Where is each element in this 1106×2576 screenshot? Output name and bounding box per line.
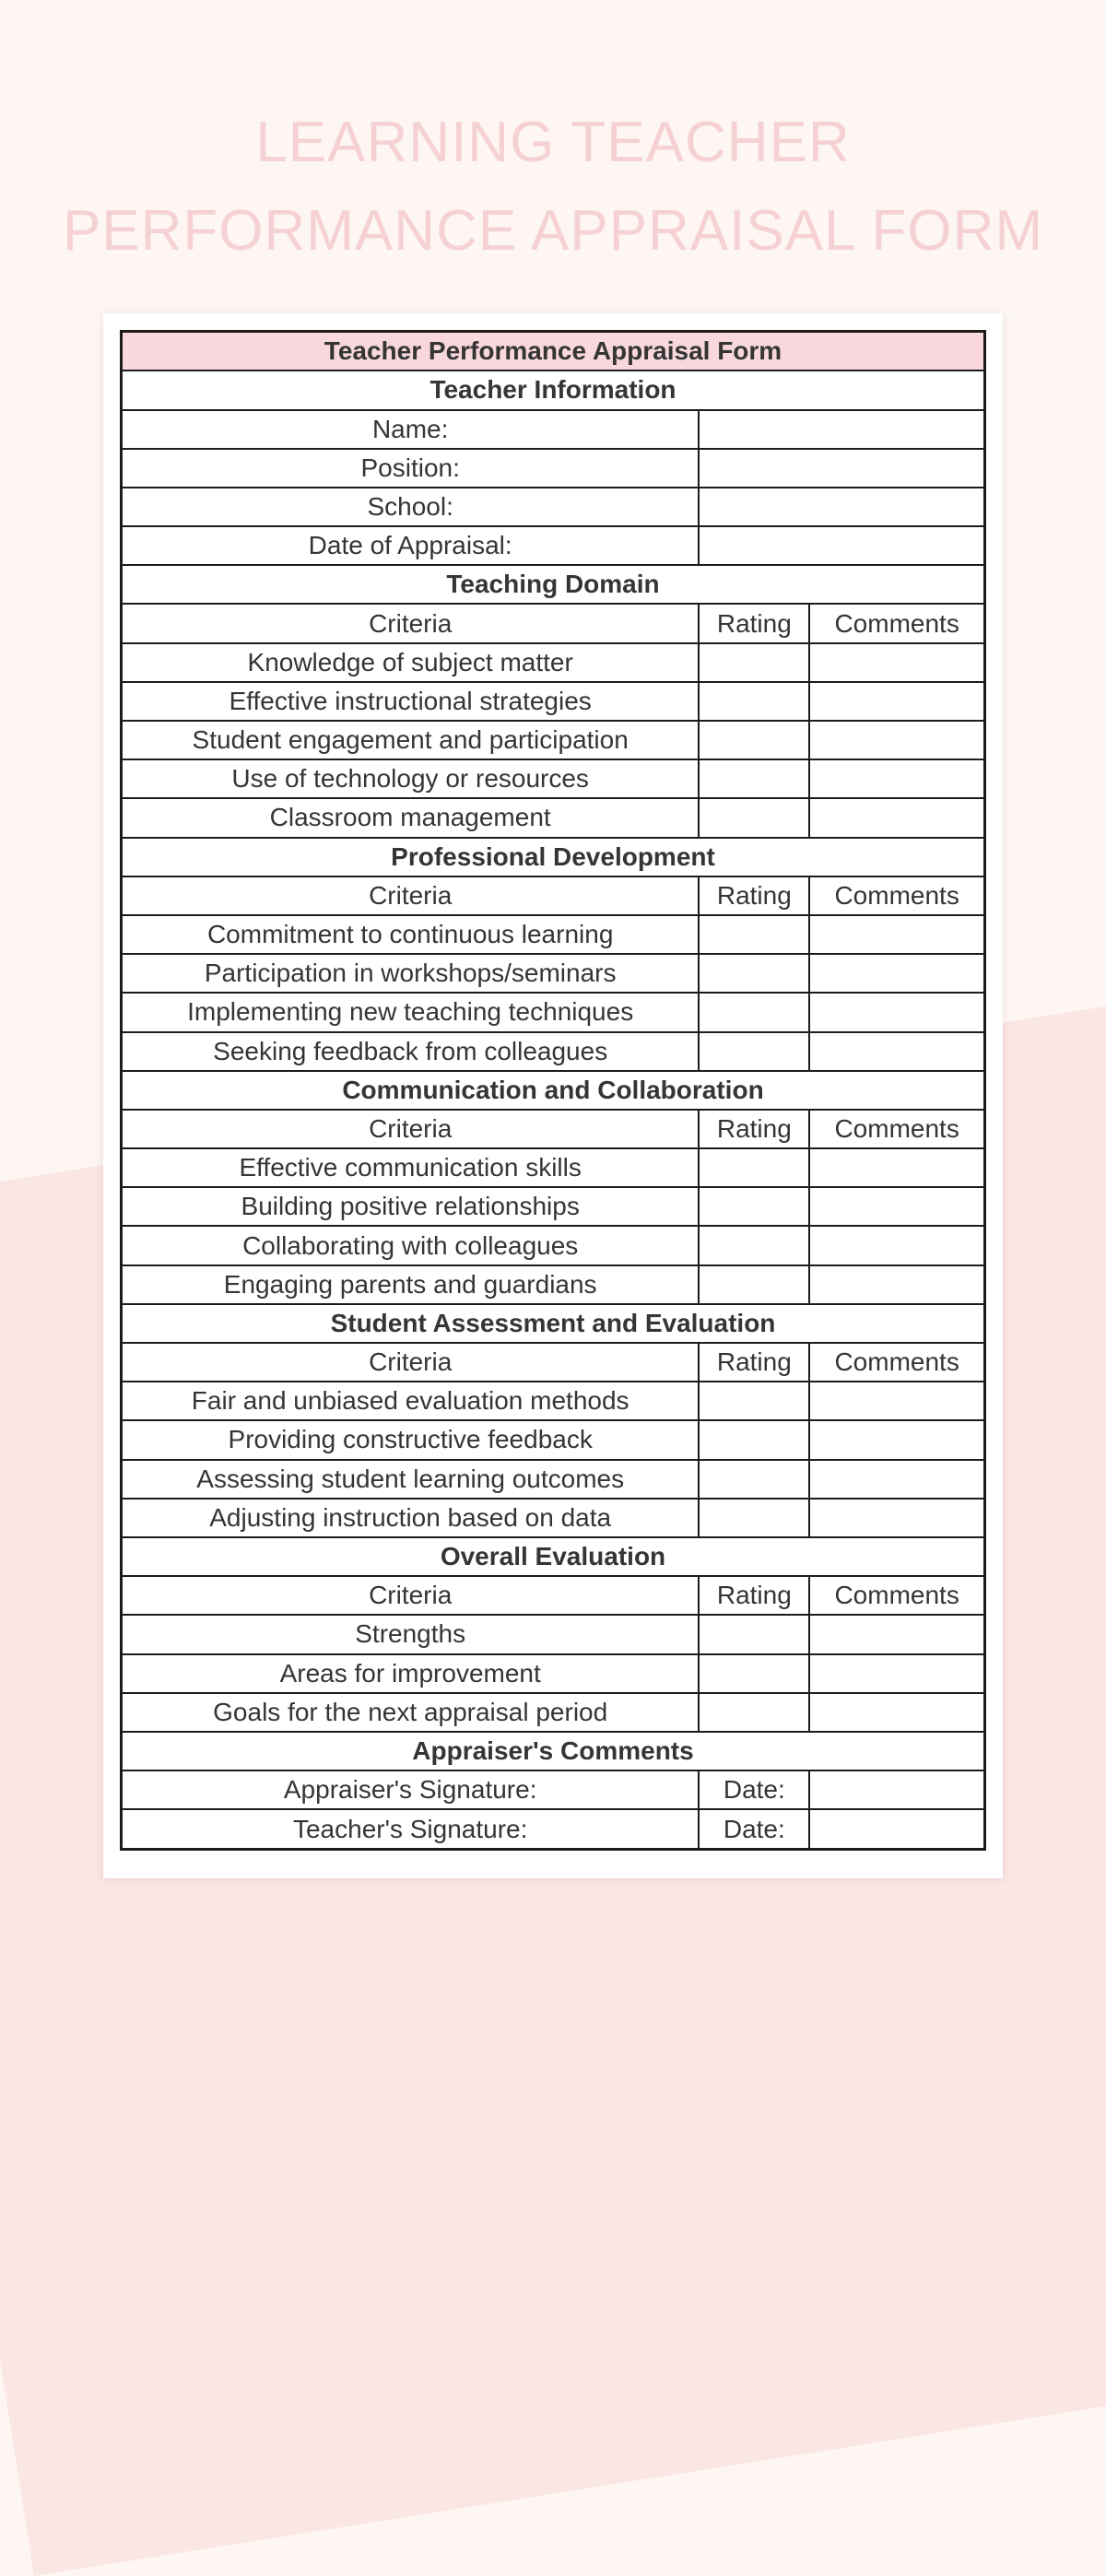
- rating-cell[interactable]: [699, 1654, 809, 1693]
- page-title: [0, 99, 1106, 276]
- table-row: [122, 604, 985, 642]
- appraiser-date-value[interactable]: [809, 1770, 984, 1809]
- criteria-label: Fair and unbiased evaluation methods: [122, 1382, 700, 1420]
- column-header-rating: Rating: [699, 1576, 809, 1615]
- rating-cell[interactable]: [699, 1226, 809, 1264]
- field-label-date-of-appraisal: Date of Appraisal:: [122, 526, 700, 565]
- field-label-position: Position:: [122, 449, 700, 488]
- rating-cell[interactable]: [699, 759, 809, 798]
- page-title-line2: PERFORMANCE APPRAISAL FORM: [62, 199, 1044, 263]
- criteria-label: Areas for improvement: [122, 1654, 700, 1693]
- field-value-position[interactable]: [699, 449, 984, 488]
- criteria-label: Participation in workshops/seminars: [122, 954, 700, 993]
- table-row: [122, 1226, 985, 1264]
- section-heading-communication-collaboration: Communication and Collaboration: [122, 1071, 985, 1110]
- rating-cell[interactable]: [699, 682, 809, 721]
- table-row: [122, 876, 985, 915]
- rating-cell[interactable]: [699, 1032, 809, 1071]
- rating-cell[interactable]: [699, 1420, 809, 1459]
- table-row: [122, 1537, 985, 1576]
- comments-cell[interactable]: [809, 721, 984, 759]
- criteria-label: Building positive relationships: [122, 1187, 700, 1226]
- table-row: [122, 1576, 985, 1615]
- criteria-label: Providing constructive feedback: [122, 1420, 700, 1459]
- table-row: [122, 1615, 985, 1653]
- column-header-comments: Comments: [809, 604, 984, 642]
- comments-cell[interactable]: [809, 1615, 984, 1653]
- table-row: [122, 410, 985, 449]
- criteria-label: Goals for the next appraisal period: [122, 1693, 700, 1732]
- column-header-comments: Comments: [809, 876, 984, 915]
- table-row: [122, 1343, 985, 1382]
- table-row: [122, 1032, 985, 1071]
- rating-cell[interactable]: [699, 1615, 809, 1653]
- comments-cell[interactable]: [809, 1499, 984, 1537]
- teacher-date-value[interactable]: [809, 1809, 984, 1849]
- criteria-label: Strengths: [122, 1615, 700, 1653]
- section-heading-professional-development: Professional Development: [122, 838, 985, 876]
- comments-cell[interactable]: [809, 798, 984, 837]
- table-row: [122, 1809, 985, 1849]
- rating-cell[interactable]: [699, 643, 809, 682]
- criteria-label: Assessing student learning outcomes: [122, 1460, 700, 1499]
- table-row: [122, 1382, 985, 1420]
- comments-cell[interactable]: [809, 915, 984, 954]
- rating-cell[interactable]: [699, 954, 809, 993]
- table-row: [122, 759, 985, 798]
- table-row: [122, 526, 985, 565]
- rating-cell[interactable]: [699, 1460, 809, 1499]
- criteria-label: Effective communication skills: [122, 1148, 700, 1187]
- table-row: [122, 798, 985, 837]
- table-row: [122, 1187, 985, 1226]
- table-row: [122, 1460, 985, 1499]
- comments-cell[interactable]: [809, 993, 984, 1031]
- rating-cell[interactable]: [699, 1693, 809, 1732]
- column-header-rating: Rating: [699, 1110, 809, 1148]
- column-header-rating: Rating: [699, 604, 809, 642]
- comments-cell[interactable]: [809, 643, 984, 682]
- column-header-comments: Comments: [809, 1343, 984, 1382]
- table-row: [122, 915, 985, 954]
- table-row: [122, 371, 985, 409]
- form-title: Teacher Performance Appraisal Form: [122, 332, 985, 371]
- column-header-criteria: Criteria: [122, 1110, 700, 1148]
- table-row: [122, 565, 985, 604]
- table-row: [122, 449, 985, 488]
- field-value-name[interactable]: [699, 410, 984, 449]
- table-row: [122, 1071, 985, 1110]
- table-row: [122, 488, 985, 526]
- column-header-rating: Rating: [699, 876, 809, 915]
- column-header-rating: Rating: [699, 1343, 809, 1382]
- rating-cell[interactable]: [699, 1148, 809, 1187]
- table-row: [122, 643, 985, 682]
- criteria-label: Knowledge of subject matter: [122, 643, 700, 682]
- table-row: [122, 1499, 985, 1537]
- comments-cell[interactable]: [809, 1382, 984, 1420]
- criteria-label: Adjusting instruction based on data: [122, 1499, 700, 1537]
- rating-cell[interactable]: [699, 721, 809, 759]
- table-row: [122, 1110, 985, 1148]
- comments-cell[interactable]: [809, 759, 984, 798]
- comments-cell[interactable]: [809, 954, 984, 993]
- comments-cell[interactable]: [809, 1148, 984, 1187]
- column-header-criteria: Criteria: [122, 876, 700, 915]
- rating-cell[interactable]: [699, 1382, 809, 1420]
- section-heading-overall-evaluation: Overall Evaluation: [122, 1537, 985, 1576]
- comments-cell[interactable]: [809, 1654, 984, 1693]
- comments-cell[interactable]: [809, 682, 984, 721]
- table-row: [122, 1732, 985, 1770]
- criteria-label: Classroom management: [122, 798, 700, 837]
- field-value-date-of-appraisal[interactable]: [699, 526, 984, 565]
- section-heading-teacher-information: Teacher Information: [122, 371, 985, 409]
- criteria-label: Effective instructional strategies: [122, 682, 700, 721]
- rating-cell[interactable]: [699, 1187, 809, 1226]
- appraisal-table: [120, 330, 986, 1851]
- table-row: [122, 1654, 985, 1693]
- comments-cell[interactable]: [809, 1420, 984, 1459]
- table-row: [122, 1770, 985, 1809]
- field-label-school: School:: [122, 488, 700, 526]
- table-row: [122, 1265, 985, 1304]
- section-heading-student-assessment: Student Assessment and Evaluation: [122, 1304, 985, 1343]
- section-heading-appraisers-comments: Appraiser's Comments: [122, 1732, 985, 1770]
- table-row: [122, 1304, 985, 1343]
- rating-cell[interactable]: [699, 915, 809, 954]
- rating-cell[interactable]: [699, 798, 809, 837]
- rating-cell[interactable]: [699, 993, 809, 1031]
- form-card: [103, 313, 1003, 1878]
- table-row: [122, 1148, 985, 1187]
- rating-cell[interactable]: [699, 1499, 809, 1537]
- appraiser-date-label: Date:: [699, 1770, 809, 1809]
- table-row: [122, 838, 985, 876]
- criteria-label: Use of technology or resources: [122, 759, 700, 798]
- teacher-date-label: Date:: [699, 1809, 809, 1849]
- table-row: [122, 1420, 985, 1459]
- field-value-school[interactable]: [699, 488, 984, 526]
- table-row: [122, 682, 985, 721]
- column-header-criteria: Criteria: [122, 1576, 700, 1615]
- table-row: [122, 954, 985, 993]
- page-title-line1: LEARNING TEACHER: [255, 111, 851, 174]
- comments-cell[interactable]: [809, 1032, 984, 1071]
- comments-cell[interactable]: [809, 1187, 984, 1226]
- rating-cell[interactable]: [699, 1265, 809, 1304]
- column-header-comments: Comments: [809, 1576, 984, 1615]
- criteria-label: Collaborating with colleagues: [122, 1226, 700, 1264]
- table-row: [122, 993, 985, 1031]
- column-header-criteria: Criteria: [122, 1343, 700, 1382]
- field-label-name: Name:: [122, 410, 700, 449]
- comments-cell[interactable]: [809, 1693, 984, 1732]
- criteria-label: Engaging parents and guardians: [122, 1265, 700, 1304]
- comments-cell[interactable]: [809, 1226, 984, 1264]
- teacher-signature-label: Teacher's Signature:: [122, 1809, 700, 1849]
- criteria-label: Implementing new teaching techniques: [122, 993, 700, 1031]
- criteria-label: Seeking feedback from colleagues: [122, 1032, 700, 1071]
- column-header-comments: Comments: [809, 1110, 984, 1148]
- table-row: [122, 1693, 985, 1732]
- criteria-label: Student engagement and participation: [122, 721, 700, 759]
- comments-cell[interactable]: [809, 1265, 984, 1304]
- table-row: [122, 721, 985, 759]
- comments-cell[interactable]: [809, 1460, 984, 1499]
- column-header-criteria: Criteria: [122, 604, 700, 642]
- section-heading-teaching-domain: Teaching Domain: [122, 565, 985, 604]
- appraiser-signature-label: Appraiser's Signature:: [122, 1770, 700, 1809]
- table-row: [122, 332, 985, 371]
- criteria-label: Commitment to continuous learning: [122, 915, 700, 954]
